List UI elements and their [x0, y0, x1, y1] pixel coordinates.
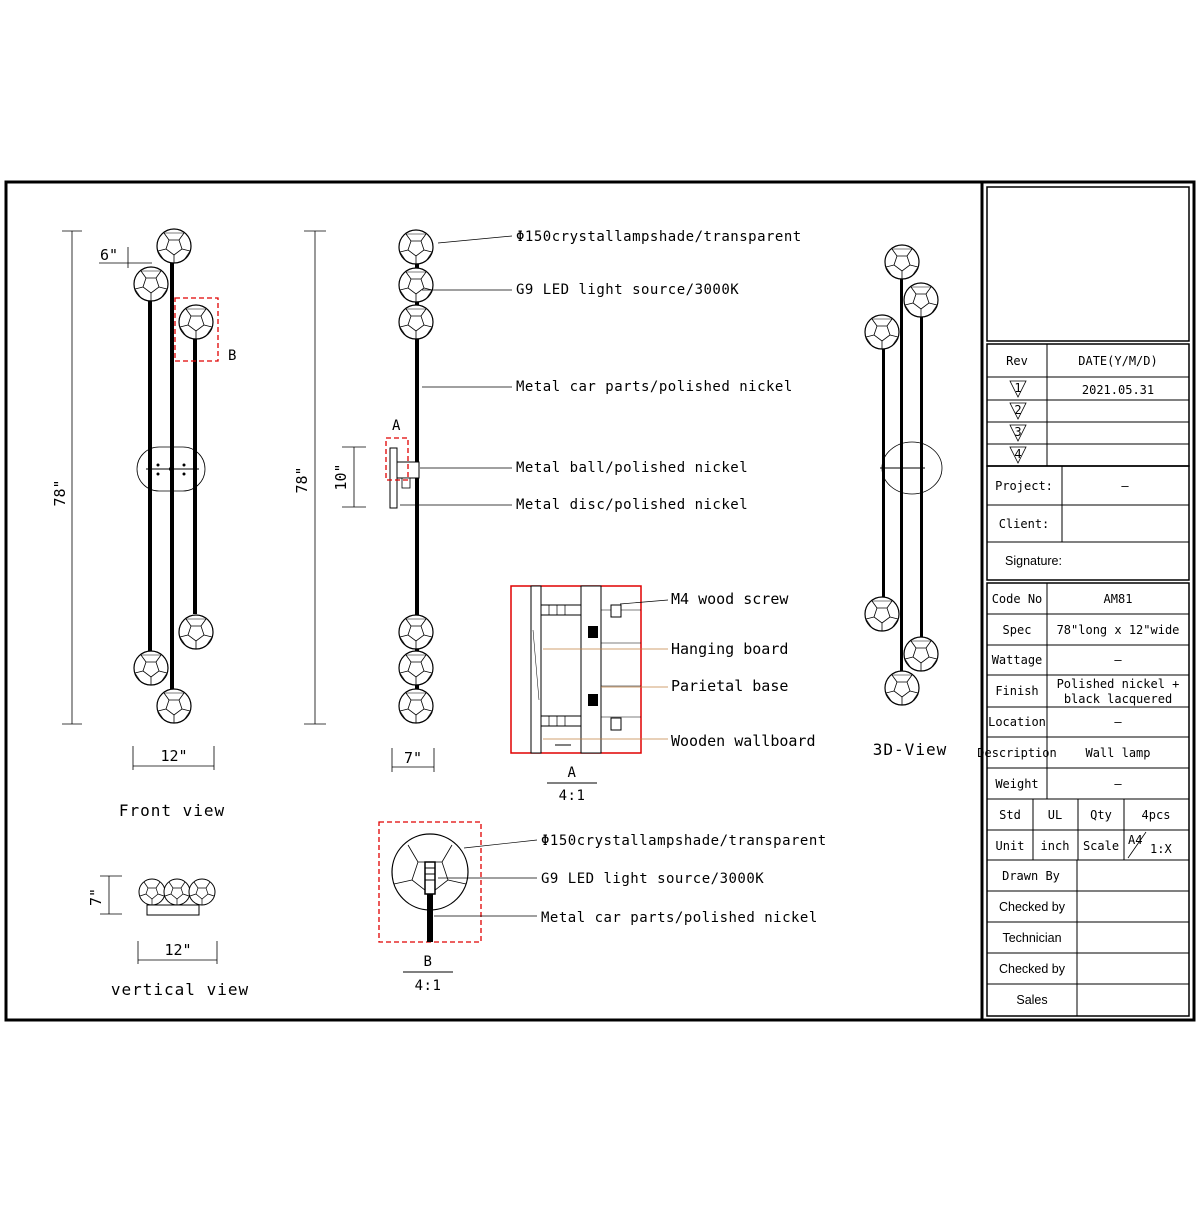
- crystal-globe: [885, 245, 919, 279]
- front-rod-center: [170, 262, 174, 690]
- vertical-view: [87, 876, 249, 999]
- date-label: DATE(Y/M/D): [1078, 354, 1158, 368]
- side-mount-dimension: 10": [332, 463, 350, 491]
- front-view: [51, 229, 237, 820]
- callout-metal-disc: Metal disc/polished nickel: [516, 497, 749, 513]
- crystal-globe: [399, 651, 433, 685]
- checked-by-label: Checked by: [998, 900, 1066, 914]
- front-offset-dimension: 6": [100, 246, 119, 264]
- spec-value: 78"long x 12"wide: [1056, 623, 1180, 637]
- callout-wooden-wallboard: Wooden wallboard: [671, 732, 816, 750]
- side-depth-dimension: 7": [403, 749, 423, 767]
- spec-label: Spec: [1002, 623, 1032, 637]
- title-block-text: [977, 354, 1179, 1007]
- vertical-width-dimension: 12": [164, 941, 192, 959]
- crystal-globe: [164, 879, 190, 905]
- detail-b: [379, 822, 827, 994]
- crystal-globe: [399, 689, 433, 723]
- side-wall-plate: [390, 448, 397, 508]
- project-label: Project:: [995, 479, 1053, 493]
- crystal-globe: [399, 615, 433, 649]
- detail-a-scale: 4:1: [558, 788, 586, 804]
- crystal-globe: [885, 671, 919, 705]
- std-value: UL: [1047, 808, 1063, 822]
- project-value: –: [1121, 479, 1129, 493]
- finish-label: Finish: [995, 684, 1039, 698]
- detail-b-scale: 4:1: [414, 978, 442, 994]
- callout-lampshade: Φ150crystallampshade/transparent: [516, 229, 802, 245]
- front-height-dimension: 78": [51, 479, 69, 507]
- weight-value: –: [1114, 777, 1122, 791]
- signature-label: Signature:: [1005, 554, 1062, 568]
- checked-by-label: Checked by: [998, 962, 1066, 976]
- crystal-globe: [904, 637, 938, 671]
- detail-a: [511, 586, 816, 804]
- wattage-label: Wattage: [991, 653, 1043, 667]
- rev-number: 2: [1014, 403, 1022, 417]
- qty-value: 4pcs: [1141, 808, 1171, 822]
- detail-b-label: B: [423, 954, 433, 970]
- detail-b-callout-light-source: G9 LED light source/3000K: [541, 871, 765, 887]
- crystal-globe: [399, 305, 433, 339]
- detail-b-callout-metal-car-parts: Metal car parts/polished nickel: [541, 910, 818, 926]
- unit-value: inch: [1040, 839, 1070, 853]
- technician-label: Technician: [1002, 931, 1062, 945]
- vertical-depth-dimension: 7": [87, 887, 105, 907]
- weight-label: Weight: [995, 777, 1039, 791]
- rev-date: 2021.05.31: [1081, 383, 1155, 397]
- scale-value: 1:X: [1150, 842, 1172, 856]
- logo-area: [987, 187, 1189, 341]
- code-value: AM81: [1103, 592, 1133, 606]
- std-label: Std: [999, 808, 1021, 822]
- callout-metal-ball: Metal ball/polished nickel: [516, 460, 749, 476]
- crystal-globe: [157, 229, 191, 263]
- description-label: Description: [977, 746, 1057, 760]
- callout-metal-car-parts: Metal car parts/polished nickel: [516, 379, 793, 395]
- callout-parietal-base: Parietal base: [671, 677, 789, 695]
- crystal-globe: [189, 879, 215, 905]
- callout-m4-wood-screw: M4 wood screw: [671, 590, 789, 608]
- crystal-globe: [139, 879, 165, 905]
- m4-wood-screw: [541, 716, 581, 726]
- rev-number: 3: [1014, 425, 1022, 439]
- paper-size: A4: [1128, 833, 1143, 847]
- crystal-globe: [179, 305, 213, 339]
- finish-value-line-1: Polished nickel +: [1056, 677, 1180, 691]
- client-label: Client:: [998, 517, 1050, 531]
- qty-label: Qty: [1090, 808, 1112, 822]
- front-view-title: Front view: [118, 801, 226, 820]
- crystal-globe: [134, 267, 168, 301]
- description-value: Wall lamp: [1085, 746, 1151, 760]
- location-label: Location: [988, 715, 1046, 729]
- side-height-dimension: 78": [293, 466, 311, 494]
- front-rod-right: [193, 338, 197, 614]
- 3d-view: [865, 245, 947, 759]
- scale-label: Scale: [1082, 839, 1120, 853]
- finish-value-line-2: black lacquered: [1063, 692, 1173, 706]
- detail-a-label: A: [567, 765, 577, 781]
- detail-b-callout-lampshade: Φ150crystallampshade/transparent: [541, 833, 827, 849]
- crystal-globe: [904, 283, 938, 317]
- callout-light-source: G9 LED light source/3000K: [516, 282, 740, 298]
- rev-number: 4: [1014, 447, 1022, 461]
- unit-label: Unit: [995, 839, 1025, 853]
- crystal-globe: [399, 230, 433, 264]
- crystal-globe: [865, 315, 899, 349]
- wattage-value: –: [1114, 653, 1122, 667]
- m4-wood-screw: [541, 605, 581, 615]
- vertical-view-title: vertical view: [110, 980, 250, 999]
- rev-label: Rev: [1006, 354, 1028, 368]
- code-label: Code No: [991, 592, 1043, 606]
- parietal-base: [581, 586, 601, 753]
- crystal-globe: [399, 268, 433, 302]
- crystal-globe: [179, 615, 213, 649]
- drawn-by-label: Drawn By: [1002, 869, 1060, 883]
- sales-label: Sales: [1016, 993, 1048, 1007]
- crystal-globe: [134, 651, 168, 685]
- detail-a-marker: A: [392, 418, 401, 434]
- front-width-dimension: 12": [160, 747, 188, 765]
- crystal-globe: [865, 597, 899, 631]
- detail-b-marker: B: [228, 348, 237, 364]
- 3d-view-title: 3D-View: [872, 740, 948, 759]
- wooden-wallboard: [531, 586, 541, 753]
- location-value: –: [1114, 715, 1122, 729]
- crystal-globe: [157, 689, 191, 723]
- rev-number: 1: [1014, 381, 1022, 395]
- front-rod-left: [148, 300, 152, 652]
- callout-hanging-board: Hanging board: [671, 640, 789, 658]
